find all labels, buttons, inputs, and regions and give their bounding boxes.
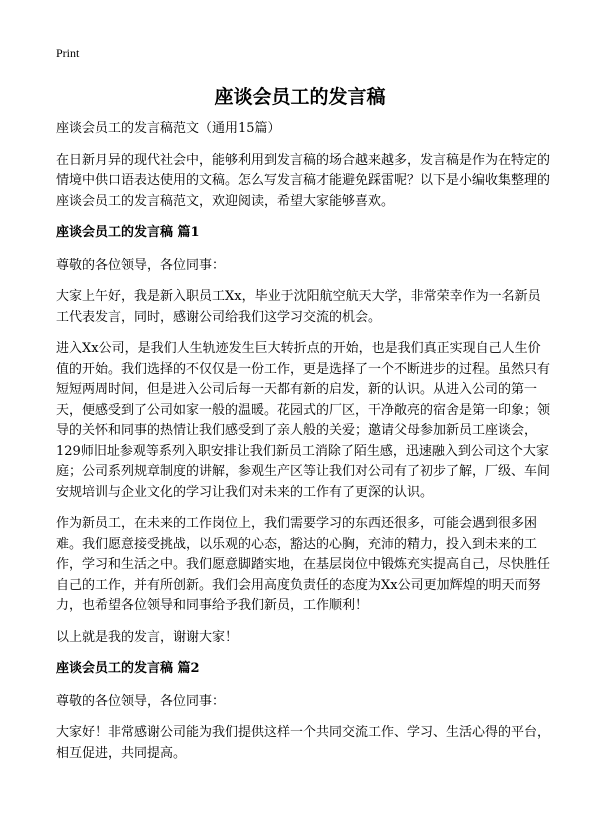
page-title: 座谈会员工的发言稿: [214, 86, 386, 108]
section-2-greeting: 尊敬的各位领导，各位同事：: [56, 693, 226, 709]
section-heading-2: 座谈会员工的发言稿 篇2: [56, 661, 200, 676]
print-link[interactable]: Print: [56, 46, 80, 60]
intro-paragraph: 在日新月异的现代社会中，能够利用到发言稿的场合越来越多，发言稿是作为在特定的情境中供口语表达使用的文稿。怎么写发言稿才能避免踩雷呢？以下是小编收集整理的座谈会员工的发言稿范文，欢迎阅读，希望大家能够喜欢。: [56, 152, 551, 209]
section-1-paragraph-3: 作为新员工，在未来的工作岗位上，我们需要学习的东西还很多，可能会遇到很多困难。我们愿意接受挑战，以乐观的心态，豁达的心胸，充沛的精力，投入到未来的工作，学习和生活之中。我们愿意脚踏实地，在基层岗位中锻炼充实提高自己，尽快胜任自己的工作，并有所创新。我们会用高度负责任的态度为Xx公司更加辉煌的明天而努力，也希望各位领导和同事给予我们新员，工作顺利！: [56, 516, 551, 613]
section-heading-1: 座谈会员工的发言稿 篇1: [56, 225, 200, 240]
section-1-paragraph-2: 进入Xx公司，是我们人生轨迹发生巨大转折点的开始，也是我们真正实现自己人生价值的开始。我们选择的不仅仅是一份工作，更是选择了一个不断进步的过程。虽然只有短短两周时间，但是进入公司后每一天都有新的启发，新的认识。从进入公司的第一天，便感受到了公司如家一般的温暖。花园式的厂区，干净敞亮的宿舍是第一印象；领导的关怀和同事的热情让我们感受到了亲人般的关爱；邀请父母参加新员工座谈会，129师旧址参观等系列入职安排让我们新员工消除了陌生感，迅速融入到公司这个大家庭；公司系列规章制度的讲解，参观生产区等让我们对公司有了初步了解，厂级、车间安规培训与企业文化的学习让我们对未来的工作有了更深的认识。: [56, 341, 551, 500]
document-subtitle: 座谈会员工的发言稿范文（通用15篇）: [56, 121, 281, 136]
section-1-greeting: 尊敬的各位领导，各位同事：: [56, 257, 226, 273]
document-body: [56, 119, 550, 775]
section-2-paragraph-1: 大家好！非常感谢公司能为我们提供这样一个共同交流工作、学习、生活心得的平台，相互促进，共同提高。: [56, 725, 551, 761]
section-1-closing: 以上就是我的发言，谢谢大家！: [56, 629, 239, 645]
section-1-paragraph-1: 大家上午好，我是新入职员工Xx，毕业于沈阳航空航天大学，非常荣幸作为一名新员工代表发言，同时，感谢公司给我们这学习交流的机会。: [56, 289, 541, 325]
